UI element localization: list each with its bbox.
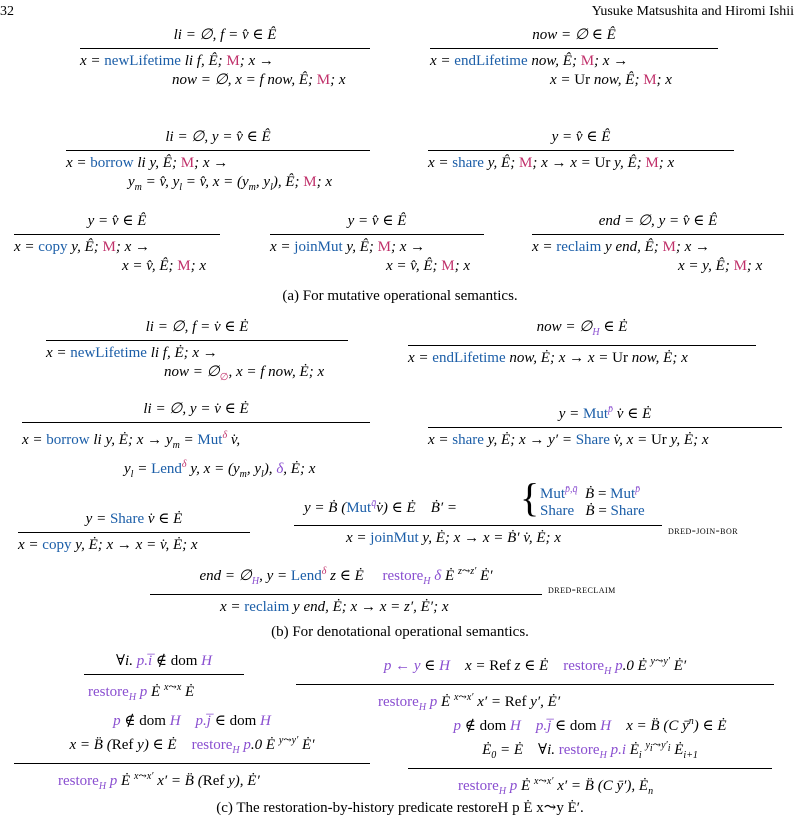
rule-c-ref-ctx: p ∉ dom H p.j̅ ∈ dom H x = B̈ (Ref y) ∈ Ė restore$_H$ p.0 Ė $^{y⤳y'}$ Ė′ restore$_H$ p Ė $^{x⤳x'}$ x′ = B̈ (Ref y), Ė′	[14, 712, 370, 796]
rule-b-borrow: li = ∅, y = v̇ ∈ Ė x = borrow li y, Ė; $x \to y_m = Mut^\delta$ v̇, $y_l$ = Lend$^\delta$ y, $x = (y_m$, $y_l$), δ, Ė; x	[22, 400, 370, 484]
rule-c-none: ∀i. p.i̅ ∉ dom H restore$_H$ p Ė $^{x⤳x}$ Ė	[84, 652, 244, 707]
kw-endlifetime: endLifetime	[454, 53, 528, 69]
running-header-authors: Yusuke Matsushita and Hiromi Ishii	[591, 4, 794, 19]
rule-a-copy: y = v̂ ∈ Ê x = copy y, Ê; M; x → x = v̂, Ê; M; x	[14, 212, 220, 276]
rule-b-endlifetime: now = $\emptyset_H$ ∈ Ė x = endLifetime now, Ė; x → x = Ur now, Ė; x	[408, 318, 756, 368]
rule-b-copy: y = Share v̇ ∈ Ė x = copy y, Ė; x → x = v̇, Ė; x	[18, 510, 250, 555]
rule-b-share: y = Mut$^{p̄}$ v̇ ∈ Ė x = share y, Ė; x → y′ = Share v̇, x = Ur y, Ė; x	[428, 400, 782, 450]
rule-a-reclaim: end = ∅, y = v̂ ∈ Ê x = reclaim y end, Ê; M; x → x = y, Ê; M; x	[532, 212, 784, 276]
caption-a: (a) For mutative operational semantics.	[282, 288, 518, 304]
rule-b-joinmut: y = Ḃ (Mut$^{q̄}$v̇) ∈ Ė Ḃ′ = { Mut$^{p̄,q̄}$ Ḃ = Mut$^{p̄}$ Share Ḃ = Share x = joinMut y, Ė; x → x = Ḃ′ v̇, Ė; x	[294, 474, 662, 548]
kw-joinmut: joinMut	[294, 239, 343, 255]
kw-borrow: borrow	[90, 155, 134, 171]
rule-a-borrow: li = ∅, y = v̂ ∈ Ê x = borrow li y, Ê; M; x → $y_m$ = v̂, $y_l$ = v̂, $x = (y_m$, $y_l$), Ê; M; x	[66, 128, 370, 197]
rule-b-newlifetime: li = ∅, f = v̇ ∈ Ė x = newLifetime li f, Ė; x → now = $\emptyset_\emptyset$, x = f now, Ė; x	[46, 318, 348, 387]
rule-a-joinmut: y = v̂ ∈ Ê x = joinMut y, Ê; M; x → x = v̂, Ê; M; x	[270, 212, 484, 276]
tag-dred-reclaim: dred-reclaim	[548, 582, 616, 596]
kw-reclaim: reclaim	[556, 239, 602, 255]
rule-a-newlifetime: li = ∅, f = v̂ ∈ Ê x = newLifetime li f, Ê; M; x → now = ∅, x = f now, Ê; M; x	[80, 26, 370, 90]
kw-copy: copy	[38, 239, 68, 255]
kw-newlifetime: newLifetime	[104, 53, 181, 69]
rule-c-ref: p ← y ∈ H x = Ref z ∈ Ė restore$_H$ p.0 Ė $^{y⤳y'}$ Ė′ restore$_H$ p Ė $^{x⤳x'}$ x′ = Ref y′, Ė′	[296, 652, 774, 717]
caption-c: (c) The restoration-by-history predicate restoreH p Ė x⤳y Ė′.	[216, 800, 584, 816]
page-number: 32	[0, 4, 14, 19]
kw-share: share	[452, 155, 484, 171]
rule-a-endlifetime: now = ∅ ∈ Ê x = endLifetime now, Ê; M; x → x = Ur now, Ê; M; x	[430, 26, 718, 90]
rule-b-reclaim: end = $\emptyset_H$, y = Lend$^\delta$ z ∈ Ė restore$_H$ δ Ė $^{z⤳z'}$ Ė′ x = reclaim y end, Ė; x → x = z′, Ė′; x	[150, 562, 542, 617]
rule-c-ctor: p ∉ dom H p.j̅ ∈ dom H x = B̈ (C $ȳ^n$) ∈ Ė $Ė_0$ = Ė ∀i. restore$_H$ p.i $Ė_i$ $^{y_i⤳y'_i}$ $Ė_{i+1}$ restore$_H$ p Ė $^{x⤳x'}$ x′ = B̈ (C ȳ′), $Ė_n$	[408, 712, 772, 801]
caption-b: (b) For denotational operational semantics.	[271, 624, 529, 640]
rule-a-share: y = v̂ ∈ Ê x = share y, Ê; M; x → x = Ur y, Ê; M; x	[428, 128, 734, 173]
tag-dred-join-bor: dred-join-bor	[668, 523, 739, 537]
